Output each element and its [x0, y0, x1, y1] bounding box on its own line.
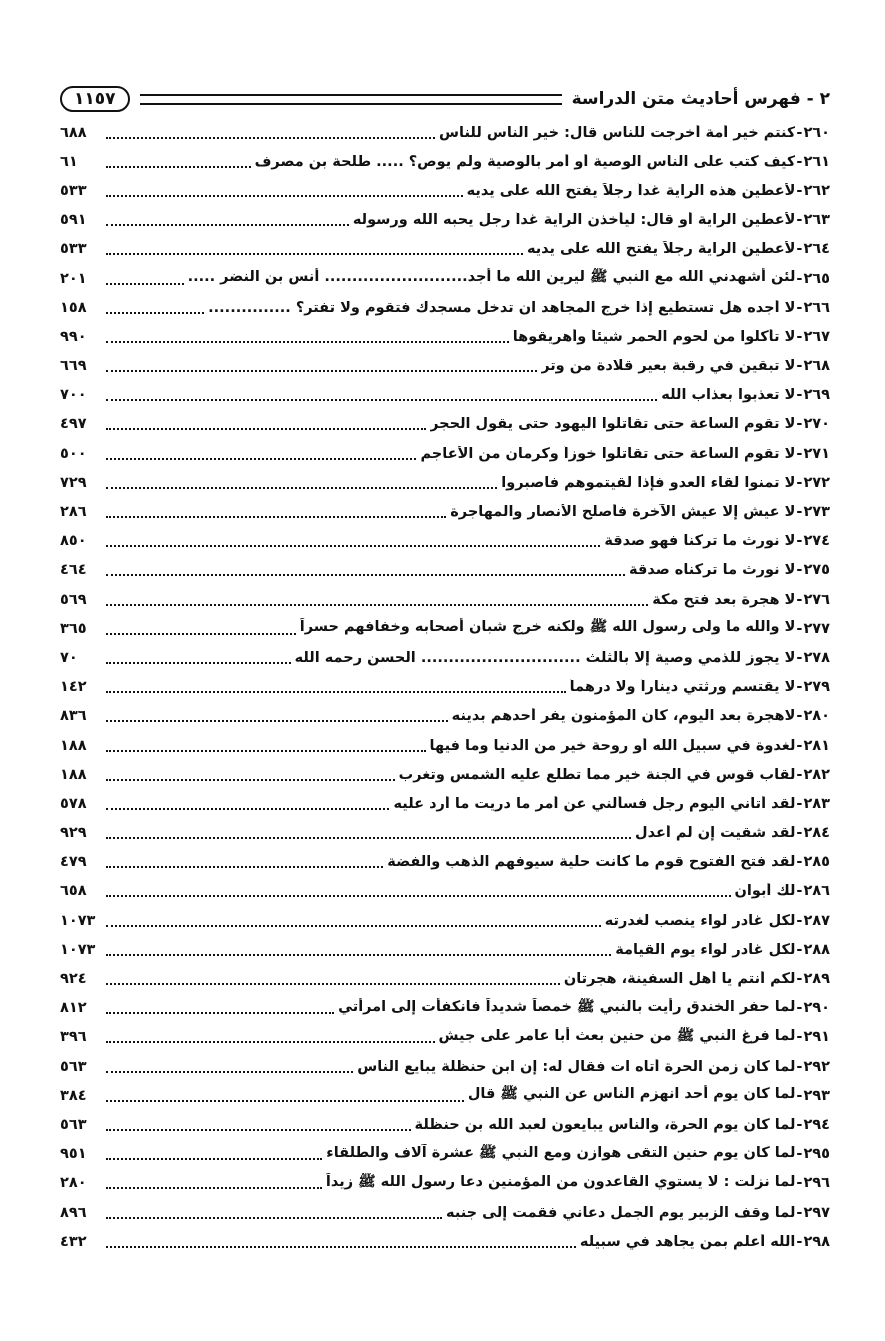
hadith-index-list	[60, 118, 830, 1256]
index-entry	[60, 381, 830, 410]
entry-number: ٢٦٩	[803, 387, 830, 404]
entry-number: ٢٨٣	[803, 795, 830, 812]
dot-leader	[106, 604, 648, 606]
entry-dash: -	[796, 504, 803, 521]
entry-text: لغدوة في سبيل الله أو روحة خير من الدنيا وما فيها	[429, 737, 796, 754]
entry-number: ٢٧٧	[803, 620, 830, 637]
index-entry	[60, 527, 830, 556]
dot-leader	[106, 137, 435, 139]
entry-page: ٥٦٣	[60, 1116, 87, 1133]
dot-leader	[106, 545, 600, 547]
dot-leader	[106, 574, 625, 576]
index-entry	[60, 1023, 830, 1052]
entry-text: لأعطين هذه الراية غداً رجلاً يفتح الله على يديه	[466, 182, 796, 199]
dot-leader	[106, 633, 296, 635]
entry-page: ١٨٨	[60, 737, 87, 754]
entry-text: لأعطين الراية رجلاً يفتح الله على يديه	[526, 241, 796, 258]
entry-dash: -	[796, 328, 803, 345]
index-entry	[60, 1052, 830, 1081]
index-entry	[60, 1227, 830, 1256]
entry-dash: -	[796, 912, 803, 929]
entry-number: ٢٧١	[803, 445, 830, 462]
entry-page: ٤٧٩	[60, 854, 87, 871]
entry-page: ٢٨٠	[60, 1175, 87, 1192]
entry-number: ٢٩٠	[803, 1000, 830, 1017]
entry-number: ٢٧٥	[803, 562, 830, 579]
entry-page: ٤٣٢	[60, 1233, 87, 1250]
entry-number: ٢٩٢	[803, 1058, 830, 1075]
entry-number: ٢٦٥	[803, 270, 830, 287]
entry-page: ٢٨٦	[60, 504, 87, 521]
entry-dash: -	[796, 1146, 803, 1163]
entry-number: ٢٨٩	[803, 971, 830, 988]
index-entry	[60, 789, 830, 818]
dot-leader	[106, 954, 611, 956]
dot-leader	[106, 195, 463, 197]
dot-leader	[106, 487, 497, 489]
entry-number: ٢٦٢	[803, 182, 830, 199]
entry-text: لا يقتسم ورثتي ديناراً ولا درهماً	[569, 679, 796, 696]
entry-dash: -	[796, 387, 803, 404]
dot-leader	[106, 779, 395, 781]
entry-page: ٩٥١	[60, 1146, 87, 1163]
entry-page: ١٠٧٣	[60, 941, 96, 958]
entry-text: لا نورث ما تركناه صدقة	[629, 562, 796, 579]
entry-text: لا أجده هل تستطيع إذا خرج المجاهد ان تدخل مسجدك فتقوم ولا تفتر؟ ...............	[208, 299, 796, 316]
entry-number: ٢٧٠	[803, 416, 830, 433]
entry-dash: -	[796, 358, 803, 375]
entry-text: لا تبقين في رقبة بعير قلادة من وتر	[541, 358, 796, 375]
entry-dash: -	[796, 270, 803, 287]
entry-dash: -	[796, 533, 803, 550]
entry-dash: -	[796, 737, 803, 754]
index-entry	[60, 1169, 830, 1198]
entry-dash: -	[796, 971, 803, 988]
entry-number: ٢٨٨	[803, 941, 830, 958]
index-entry	[60, 1110, 830, 1139]
index-entry	[60, 964, 830, 993]
entry-dash: -	[796, 591, 803, 608]
entry-number: ٢٧٤	[803, 533, 830, 550]
entry-text: لئن أشهدني الله مع النبي ﷺ ليرين الله ما أجد.......................... أنس بن النضر .....	[187, 269, 796, 286]
entry-page: ٣٩٦	[60, 1029, 87, 1046]
entry-page: ٧٠٠	[60, 387, 87, 404]
entry-page: ٤٦٤	[60, 562, 87, 579]
entry-dash: -	[796, 124, 803, 141]
dot-leader	[106, 866, 383, 868]
entry-page: ٥٣٣	[60, 241, 87, 258]
index-entry	[60, 877, 830, 906]
entry-page: ٤٩٧	[60, 416, 87, 433]
entry-number: ٢٩٨	[803, 1233, 830, 1250]
entry-text: لا تعذبوا بعذاب الله	[661, 387, 796, 404]
entry-number: ٢٩٦	[803, 1175, 830, 1192]
dot-leader	[106, 925, 601, 927]
entry-dash: -	[796, 825, 803, 842]
entry-page: ٥٠٠	[60, 445, 87, 462]
entry-page: ٨١٢	[60, 1000, 87, 1017]
dot-leader	[106, 895, 731, 897]
dot-leader	[106, 808, 389, 810]
entry-page: ١٠٧٣	[60, 912, 96, 929]
index-entry	[60, 293, 830, 322]
entry-page: ٨٩٦	[60, 1204, 87, 1221]
dot-leader	[106, 458, 416, 460]
dot-leader	[106, 720, 448, 722]
dot-leader	[106, 750, 426, 752]
entry-text: كنتم خير أمة أخرجت للناس قال: خير الناس للناس	[439, 124, 796, 141]
entry-text: لاهجرة بعد اليوم، كان المؤمنون يفر أحدهم بدينه	[451, 708, 796, 725]
index-entry	[60, 1081, 830, 1110]
dot-leader	[106, 312, 204, 314]
entry-number: ٢٩٧	[803, 1204, 830, 1221]
index-entry	[60, 819, 830, 848]
entry-text: لقد فتح الفتوح قوم ما كانت حلية سيوفهم الذهب والفضة	[387, 854, 796, 871]
entry-number: ٢٨١	[803, 737, 830, 754]
index-entry	[60, 118, 830, 147]
entry-number: ٢٩٥	[803, 1146, 830, 1163]
entry-number: ٢٦٣	[803, 212, 830, 229]
index-entry	[60, 935, 830, 964]
index-entry	[60, 206, 830, 235]
entry-number: ٢٩١	[803, 1029, 830, 1046]
entry-text: لما حفر الخندق رأيت بالنبي ﷺ خمصاً شديداً فانكفأت إلى امرأتي	[338, 998, 796, 1015]
entry-page: ٦٦٩	[60, 358, 87, 375]
index-entry	[60, 585, 830, 614]
entry-number: ٢٨٤	[803, 825, 830, 842]
dot-leader	[106, 1158, 322, 1160]
dot-leader	[106, 283, 184, 285]
entry-page: ٩٩٠	[60, 328, 87, 345]
entry-number: ٢٦١	[803, 153, 830, 170]
entry-text: لما كان زمن الحرة أتاه ات فقال له: إن ابن حنظلة يبايع الناس	[357, 1058, 796, 1075]
index-entry	[60, 235, 830, 264]
entry-number: ٢٩٣	[803, 1087, 830, 1104]
index-entry	[60, 1140, 830, 1169]
entry-text: لكم أنتم يا أهل السفينة، هجرتان	[563, 971, 796, 988]
index-entry	[60, 556, 830, 585]
entry-text: لأعطين الراية أو قال: ليأخذن الراية غداً رجل يحبه الله ورسوله	[352, 212, 796, 229]
entry-page: ٩٢٩	[60, 825, 87, 842]
entry-dash: -	[796, 795, 803, 812]
entry-text: لا تقوم الساعة حتى تقاتلوا خوزاً وكرمان من الأعاجم	[420, 445, 796, 462]
entry-number: ٢٧٦	[803, 591, 830, 608]
entry-page: ٥٩١	[60, 212, 87, 229]
entry-number: ٢٧٩	[803, 679, 830, 696]
index-entry	[60, 731, 830, 760]
entry-text: الله أعلم بمن يجاهد في سبيله	[579, 1233, 796, 1250]
entry-page: ٣٨٤	[60, 1087, 87, 1104]
entry-dash: -	[796, 883, 803, 900]
entry-text: لا تقوم الساعة حتى تقاتلوا اليهود حتى يقول الحجر	[430, 416, 796, 433]
dot-leader	[106, 224, 349, 226]
header-rule	[140, 94, 562, 105]
entry-page: ٦١	[60, 153, 78, 170]
dot-leader	[106, 691, 566, 693]
entry-page: ٥٧٨	[60, 795, 87, 812]
index-entry	[60, 906, 830, 935]
entry-dash: -	[796, 212, 803, 229]
entry-dash: -	[796, 1087, 803, 1104]
entry-dash: -	[796, 1058, 803, 1075]
index-entry	[60, 322, 830, 351]
entry-number: ٢٧٣	[803, 504, 830, 521]
entry-text: لا عيش إلا عيش الآخرة فأصلح الأنصار والمهاجرة	[450, 504, 796, 521]
entry-page: ٦٥٨	[60, 883, 87, 900]
entry-dash: -	[796, 182, 803, 199]
index-entry	[60, 352, 830, 381]
entry-dash: -	[796, 153, 803, 170]
entry-text: لما كان يوم الحرة، والناس يبايعون لعبد الله بن حنظلة	[414, 1116, 796, 1133]
entry-text: لما وقف الزبير يوم الجمل دعاني فقمت إلى جنبه	[446, 1204, 796, 1221]
entry-dash: -	[796, 474, 803, 491]
dot-leader	[106, 1012, 334, 1014]
entry-text: لا نورث ما تركنا فهو صدقة	[604, 533, 796, 550]
entry-number: ٢٦٤	[803, 241, 830, 258]
entry-page: ٩٢٤	[60, 971, 87, 988]
index-entry	[60, 994, 830, 1023]
entry-text: لما كان يوم حنين التقى هوازن ومع النبي ﷺ عشرة آلاف والطلقاء	[326, 1144, 796, 1161]
entry-text: لا تمنوا لقاء العدو فإذا لقيتموهم فاصبروا	[501, 474, 796, 491]
index-entry	[60, 410, 830, 439]
dot-leader	[106, 1217, 442, 1219]
entry-dash: -	[796, 854, 803, 871]
entry-page: ١٨٨	[60, 766, 87, 783]
entry-page: ٥٣٣	[60, 182, 87, 199]
entry-text: لا يجوز للذمي وصية إلا بالثلث ............................. الحسن رحمه الله	[294, 649, 796, 666]
entry-text: لما نزلت : لا يستوي القاعدون من المؤمنين دعا رسول الله ﷺ زيداً	[325, 1173, 796, 1190]
entry-page: ٧٠	[60, 649, 78, 666]
entry-page: ٥٦٣	[60, 1058, 87, 1075]
dot-leader	[106, 662, 291, 664]
entry-text: لكل غادر لواء يوم القيامة	[615, 941, 796, 958]
entry-number: ٢٨٦	[803, 883, 830, 900]
entry-dash: -	[796, 1000, 803, 1017]
entry-dash: -	[796, 445, 803, 462]
entry-number: ٢٦٦	[803, 299, 830, 316]
dot-leader	[106, 1129, 411, 1131]
entry-dash: -	[796, 1204, 803, 1221]
entry-text: لقد أتاني اليوم رجل فسألني عن أمر ما دريت ما أرد عليه	[393, 795, 796, 812]
index-entry	[60, 439, 830, 468]
entry-number: ٢٦٧	[803, 328, 830, 345]
index-entry	[60, 147, 830, 176]
index-entry	[60, 614, 830, 643]
entry-dash: -	[796, 1116, 803, 1133]
entry-page: ٨٣٦	[60, 708, 87, 725]
entry-text: لا هجرة بعد فتح مكة	[652, 591, 796, 608]
index-entry	[60, 760, 830, 789]
entry-page: ٨٥٠	[60, 533, 87, 550]
entry-page: ١٥٨	[60, 299, 87, 316]
entry-dash: -	[796, 1233, 803, 1250]
dot-leader	[106, 370, 537, 372]
dot-leader	[106, 516, 446, 518]
entry-dash: -	[796, 766, 803, 783]
entry-dash: -	[796, 941, 803, 958]
entry-number: ٢٧٨	[803, 649, 830, 666]
entry-number: ٢٧٢	[803, 474, 830, 491]
entry-number: ٢٦٨	[803, 358, 830, 375]
dot-leader	[106, 399, 657, 401]
entry-text: لقد شقيت إن لم أعدل	[635, 825, 796, 842]
dot-leader	[106, 1187, 322, 1189]
entry-text: لك أبوان	[734, 883, 796, 900]
entry-number: ٢٨٧	[803, 912, 830, 929]
index-entry	[60, 468, 830, 497]
entry-dash: -	[796, 562, 803, 579]
chapter-title: ٢ - فهرس أحاديث متن الدراسة	[571, 89, 830, 109]
entry-dash: -	[796, 416, 803, 433]
dot-leader	[106, 837, 631, 839]
index-entry	[60, 497, 830, 526]
index-entry	[60, 848, 830, 877]
entry-text: لكل غادر لواء ينصب لغدرته	[604, 912, 796, 929]
dot-leader	[106, 1071, 353, 1073]
index-entry	[60, 673, 830, 702]
dot-leader	[106, 983, 560, 985]
entry-page: ٦٨٨	[60, 124, 87, 141]
entry-number: ٢٨٠	[803, 708, 830, 725]
entry-dash: -	[796, 679, 803, 696]
entry-number: ٢٦٠	[803, 124, 830, 141]
entry-dash: -	[796, 708, 803, 725]
dot-leader	[106, 166, 251, 168]
dot-leader	[106, 253, 523, 255]
index-entry	[60, 702, 830, 731]
entry-text: لا والله ما ولى رسول الله ﷺ ولكنه خرج شبان أصحابه وخفافهم حسراً	[299, 619, 796, 636]
dot-leader	[106, 1100, 464, 1102]
entry-number: ٢٨٢	[803, 766, 830, 783]
entry-text: لما كان يوم أحد انهزم الناس عن النبي ﷺ قال	[467, 1086, 796, 1103]
entry-text: كيف كتب على الناس الوصية أو أمر بالوصية ولم يوص؟ ..... طلحة بن مصرف	[254, 153, 796, 170]
dot-leader	[106, 341, 509, 343]
entry-page: ٧٢٩	[60, 474, 87, 491]
entry-page: ٢٠١	[60, 270, 87, 287]
entry-text: لا تأكلوا من لحوم الحمر شيئاً وأهريقوها	[512, 328, 796, 345]
entry-dash: -	[796, 241, 803, 258]
entry-dash: -	[796, 620, 803, 637]
dot-leader	[106, 1041, 435, 1043]
entry-text: لقاب قوس في الجنة خير مما تطلع عليه الشمس وتغرب	[398, 766, 796, 783]
entry-page: ٥٦٩	[60, 591, 87, 608]
entry-dash: -	[796, 1175, 803, 1192]
page-number: ١١٥٧	[60, 86, 130, 112]
index-entry	[60, 643, 830, 672]
entry-text: لما فرغ النبي ﷺ من حنين بعث أبا عامر على جيش	[438, 1027, 796, 1044]
page-header	[60, 82, 830, 116]
index-entry	[60, 176, 830, 205]
index-entry	[60, 264, 830, 293]
dot-leader	[106, 1246, 576, 1248]
entry-dash: -	[796, 299, 803, 316]
entry-number: ٢٩٤	[803, 1116, 830, 1133]
entry-page: ١٤٢	[60, 679, 87, 696]
index-entry	[60, 1198, 830, 1227]
entry-dash: -	[796, 1029, 803, 1046]
entry-dash: -	[796, 649, 803, 666]
entry-number: ٢٨٥	[803, 854, 830, 871]
entry-page: ٣٦٥	[60, 620, 87, 637]
dot-leader	[106, 428, 426, 430]
